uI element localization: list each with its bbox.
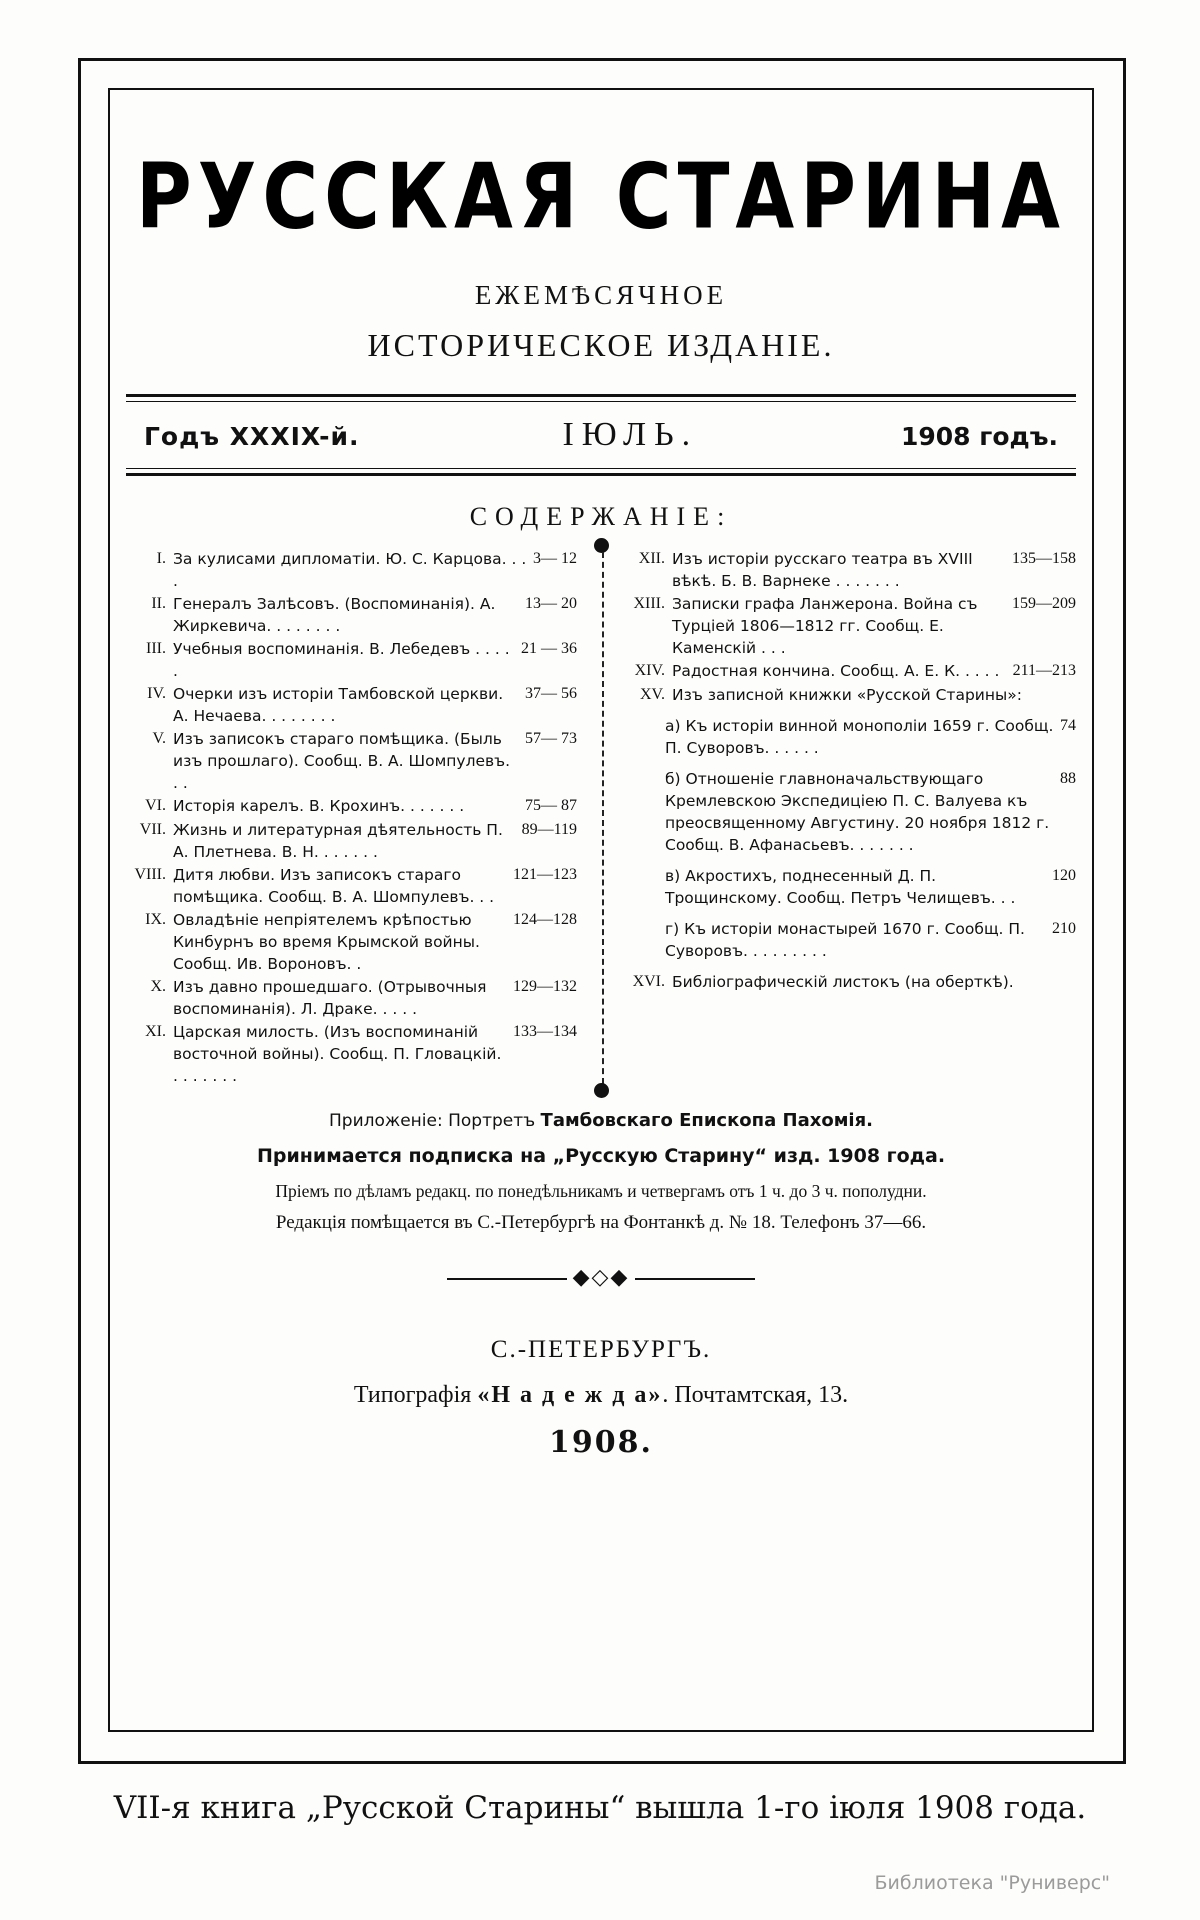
toc-entry-pages: 3— 12 — [533, 550, 577, 567]
toc-entry-pages: 89—119 — [521, 820, 577, 838]
subscription-notice: Принимается подписка на „Русскую Старину“ изд. 1908 года. — [256, 1144, 946, 1167]
toc-entry-number: I. — [156, 550, 166, 567]
toc-subentry-title: г) Къ исторіи монастырей 1670 г. Сообщ. П. Суворовъ. . . . . . . . . — [665, 920, 1025, 961]
toc-entry — [126, 548, 577, 592]
toc-entry — [625, 660, 1076, 683]
toc-subentry-title: в) Акростихъ, поднесенный Д. П. Трощинскому. Сообщ. Петръ Челищевъ. . . — [665, 867, 1016, 908]
toc-entry — [625, 684, 1076, 707]
toc-entry-pages: 121—123 — [513, 865, 577, 883]
toc-heading: СОДЕРЖАНІЕ: — [469, 502, 733, 531]
toc-entry-title: Очерки изъ исторіи Тамбовской церкви. А. Нечаева. . . . . . . . — [173, 685, 504, 725]
toc-entry-title: За кулисами дипломатіи. Ю. С. Карцова. . . . — [173, 550, 527, 590]
appendix-line — [126, 1110, 1076, 1131]
toc-entry — [126, 819, 577, 863]
toc-entry — [126, 976, 577, 1020]
toc-entry-number: II. — [151, 595, 166, 612]
toc-entry — [126, 593, 577, 637]
toc-entry-pages: 13— 20 — [525, 595, 577, 612]
toc-entry-number: X. — [150, 977, 166, 995]
toc-entry-number: VIII. — [134, 865, 166, 883]
toc-column-left — [126, 548, 595, 1088]
toc-entry-title: Овладѣніе непріятелемъ крѣпостью Кинбурнъ во время Крымской войны. Сообщ. Ив. Вороновъ. . — [173, 910, 480, 973]
toc-entry — [625, 971, 1076, 994]
toc-entry-title: Изъ записной книжки «Русской Старины»: — [672, 685, 1022, 704]
toc-subentry-pages: 88 — [1060, 770, 1076, 788]
imprint-printer-suffix: . Почтамтская, 13. — [662, 1381, 849, 1408]
toc-entry — [126, 909, 577, 975]
toc-column-right — [595, 548, 1076, 1088]
toc-subentry — [665, 865, 1076, 909]
office-hours-note: Пріемъ по дѣламъ редакц. по понедѣльникамъ и четвергамъ отъ 1 ч. до 3 ч. пополудни. — [275, 1180, 927, 1201]
toc-entry-title: Царская милость. (Изъ воспоминаній восточной войны). Сообщ. П. Гловацкій. . . . . . . . — [173, 1022, 502, 1085]
toc-entry-number: V. — [152, 730, 166, 747]
toc-entry-pages: 124—128 — [513, 910, 577, 928]
toc-entry-pages: 133—134 — [513, 1022, 577, 1040]
imprint-year: 1908. — [549, 1424, 653, 1460]
toc-entry — [625, 593, 1076, 659]
toc-subentry-pages: 210 — [1052, 920, 1076, 938]
issue-year: 1908 годъ. — [901, 422, 1058, 451]
toc-entry-number: VII. — [139, 820, 166, 838]
toc-entry-pages: 159—209 — [1012, 595, 1076, 612]
toc-entry-pages: 75— 87 — [525, 797, 577, 814]
toc-entry-title: Изъ записокъ стараго помѣщика. (Быль изъ прошлаго). Сообщ. В. А. Шомпулевъ. . . — [173, 730, 511, 792]
imprint-printer-prefix: Типографія — [353, 1381, 478, 1408]
decorative-dot-bottom-icon — [594, 1083, 609, 1098]
toc-entry-title: Изъ давно прошедшаго. (Отрывочныя воспоминанія). Л. Драке. . . . . — [173, 977, 487, 1018]
imprint-printer-name: «Н а д е ж д а» — [477, 1381, 663, 1408]
appendix-portrait: Тамбовскаго Епископа Пахомія. — [540, 1109, 873, 1131]
toc-entry — [126, 728, 577, 794]
toc-subentry-pages: 74 — [1060, 717, 1076, 735]
editorial-address-note: Редакція помѣщается въ С.-Петербургѣ на Фонтанкѣ д. № 18. Телефонъ 37—66. — [275, 1211, 927, 1233]
journal-subtitle-1: ЕЖЕМѢСЯЧНОЕ — [474, 280, 728, 310]
toc-entry-title: Библіографическій листокъ (на оберткѣ). — [672, 973, 1014, 992]
journal-subtitle-2: ИСТОРИЧЕСКОЕ ИЗДАНІЕ. — [367, 327, 835, 363]
toc-subentry-pages: 120 — [1052, 867, 1076, 885]
toc-entry-number: VI. — [145, 797, 166, 814]
toc-entry — [126, 638, 577, 682]
toc-subentry — [665, 768, 1076, 856]
toc-entry-pages: 211—213 — [1012, 662, 1076, 679]
imprint-city: С.-ПЕТЕРБУРГЪ. — [490, 1335, 712, 1363]
toc-entry-number: XVI. — [632, 973, 665, 991]
toc-entry-title: Исторія карелъ. В. Крохинъ. . . . . . . — [173, 797, 465, 815]
toc-entry-number: XIV. — [634, 662, 665, 679]
toc-entry-pages: 57— 73 — [525, 730, 577, 747]
toc-entry-title: Учебныя воспоминанія. В. Лебедевъ . . . . . — [173, 640, 510, 680]
toc-entry — [126, 1021, 577, 1087]
journal-title: РУССКАЯ СТАРИНА — [136, 143, 1066, 249]
toc-entry-number: IV. — [147, 685, 166, 702]
toc-entry-title: Радостная кончина. Сообщ. А. Е. К. . . . . — [672, 662, 1000, 680]
library-watermark: Библиотека "Руниверс" — [874, 1872, 1110, 1894]
toc-entry-number: III. — [146, 640, 166, 657]
column-divider — [602, 552, 604, 1084]
toc-entry — [126, 795, 577, 818]
issue-release-note: VII-я книга „Русской Старины“ вышла 1-го іюля 1908 года. — [113, 1790, 1087, 1826]
issue-line — [126, 416, 1076, 454]
toc-entry-title: Записки графа Ланжерона. Война съ Турціей 1806—1812 гг. Сообщ. Е. Каменскій . . . — [672, 595, 978, 657]
toc-entry — [126, 864, 577, 908]
toc-columns — [126, 548, 1076, 1088]
toc-entry-number: IX. — [145, 910, 166, 928]
issue-month: ІЮЛЬ. — [562, 416, 699, 453]
divider-rule-top — [126, 394, 1076, 402]
toc-subentry — [665, 918, 1076, 962]
toc-entry-pages: 37— 56 — [525, 685, 577, 702]
toc-entry — [625, 548, 1076, 592]
volume-year-label: Годъ XXXIX-й. — [144, 422, 360, 451]
toc-subentry-title: а) Къ исторіи винной монополіи 1659 г. Сообщ. П. Суворовъ. . . . . . — [665, 717, 1054, 758]
toc-entry-title: Жизнь и литературная дѣятельность П. А. Плетнева. В. Н. . . . . . . — [173, 820, 503, 861]
decorative-dot-top-icon — [594, 538, 609, 553]
imprint-printer — [126, 1382, 1076, 1409]
toc-entry-title: Генералъ Залѣсовъ. (Воспоминанія). А. Жиркевича. . . . . . . . — [173, 595, 496, 635]
toc-entry-number: XV. — [639, 685, 665, 703]
toc-entry-number: XIII. — [633, 595, 665, 612]
toc-entry-title: Дитя любви. Изъ записокъ стараго помѣщика. Сообщ. В. А. Шомпулевъ. . . — [173, 865, 495, 906]
toc-entry — [126, 683, 577, 727]
toc-subentry-title: б) Отношеніе главноначальствующаго Кремлевскою Экспедиціею П. С. Валуева къ преосвященному Августину. 20 ноября 1812 г. Сообщ. В. Афанасьевъ. . . . . . . — [665, 770, 1050, 855]
toc-entry-title: Изъ исторіи русскаго театра въ XVIII вѣкѣ. Б. В. Варнеке . . . . . . . — [672, 550, 973, 590]
toc-entry-pages: 129—132 — [513, 977, 577, 995]
toc-entry-pages: 21 — 36 — [521, 640, 577, 657]
divider-rule-bottom — [126, 468, 1076, 476]
toc-entry-number: XI. — [145, 1022, 166, 1040]
toc-subentry — [665, 715, 1076, 759]
toc-entry-number: XII. — [638, 550, 665, 567]
toc-entry-pages: 135—158 — [1012, 550, 1076, 567]
page-content — [126, 104, 1076, 1460]
appendix-prefix: Приложеніе: Портретъ — [329, 1110, 541, 1131]
ornament-divider: ◆◇◆ — [126, 1264, 1076, 1290]
